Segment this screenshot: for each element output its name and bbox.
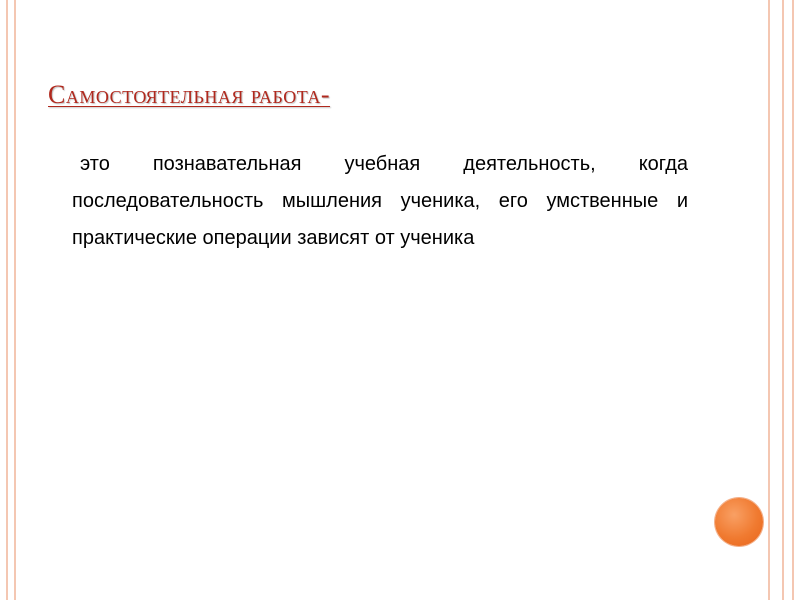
slide-body-text: это познавательная учебная деятельность, когда последовательность мышления ученика, его умственные и практические операции зависят от ученика: [72, 153, 688, 249]
slide-title: Самостоятельная работа-: [48, 80, 331, 109]
right-border-decoration: [768, 0, 794, 600]
right-border-inner-line: [782, 0, 784, 600]
decorative-orange-circle: [715, 498, 763, 546]
left-border-decoration: [6, 0, 16, 600]
